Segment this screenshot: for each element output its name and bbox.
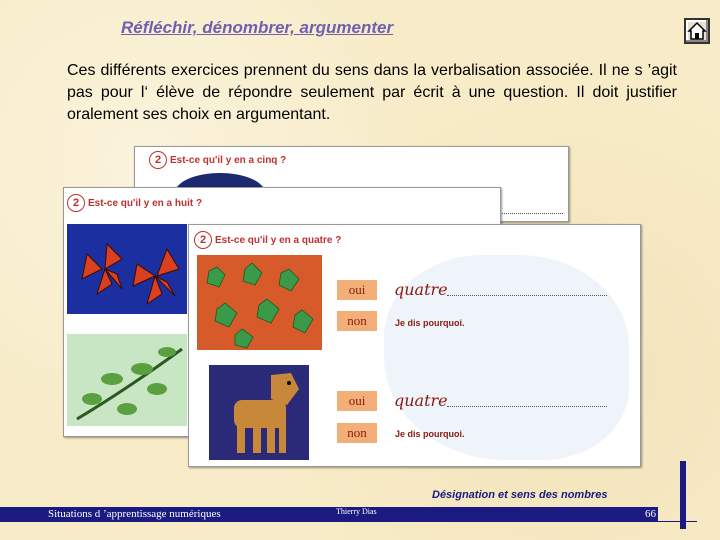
written-answer: quatre xyxy=(394,391,448,410)
exercise-question: Est-ce qu'il y en a huit ? xyxy=(88,197,203,209)
oui-badge: oui xyxy=(337,280,377,300)
slide-title: Réfléchir, dénombrer, argumenter xyxy=(121,18,394,37)
home-button[interactable] xyxy=(684,18,710,44)
footer-vertical-bar xyxy=(680,461,686,529)
exercise-number: 2 xyxy=(194,231,212,249)
leaves-illustration xyxy=(67,334,187,426)
footer-divider xyxy=(0,521,697,522)
oui-badge: oui xyxy=(337,391,377,411)
footer-course-title: Situations d ’apprentissage numériques xyxy=(48,508,221,520)
worksheet-four xyxy=(188,224,641,467)
non-badge: non xyxy=(337,311,377,331)
butterflies-illustration xyxy=(67,224,187,314)
exercise-number: 2 xyxy=(67,194,85,212)
written-answer: quatre xyxy=(394,280,448,299)
footer-author: Thierry Dias xyxy=(336,507,377,516)
exercise-number: 2 xyxy=(149,151,167,169)
page-number: 66 xyxy=(645,508,656,520)
exercise-question: Est-ce qu'il y en a quatre ? xyxy=(215,234,342,246)
home-icon xyxy=(686,20,708,42)
non-badge: non xyxy=(337,423,377,443)
body-paragraph: Ces différents exercices prennent du sens dans la verbalisation associée. Il ne s ’agit pas pour l‘ élève de répondre seulement par écrit à une question. Il doit justifier oralement ses choix en argumentant. xyxy=(67,62,677,123)
footer-caption: Désignation et sens des nombres xyxy=(432,489,608,501)
justify-prompt: Je dis pourquoi. xyxy=(395,318,465,328)
dog-illustration xyxy=(209,365,309,460)
green-leaves-illustration xyxy=(197,255,322,350)
justify-prompt: Je dis pourquoi. xyxy=(395,429,465,439)
exercise-question: Est-ce qu'il y en a cinq ? xyxy=(170,154,287,166)
